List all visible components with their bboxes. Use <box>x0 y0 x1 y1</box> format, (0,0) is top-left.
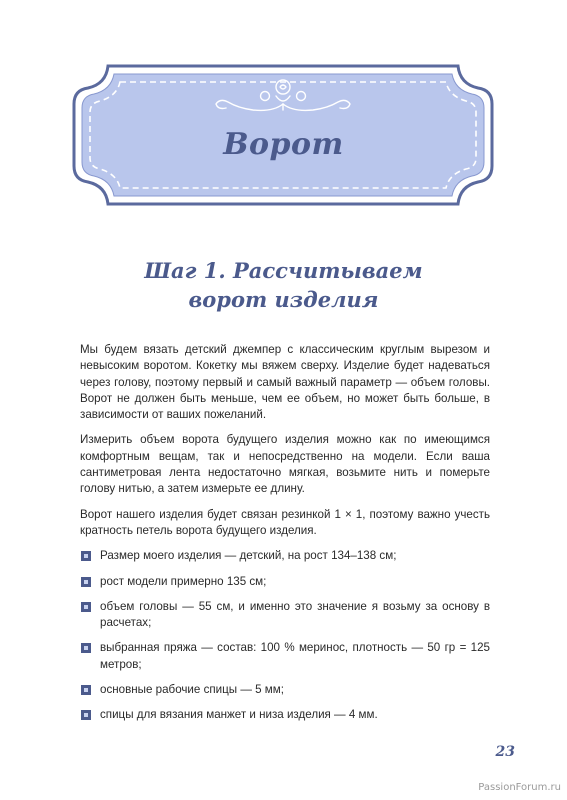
list-item: основные рабочие спицы — 5 мм; <box>80 682 490 698</box>
square-bullet-icon <box>81 577 91 587</box>
step-title-line1: Шаг 1. Рассчитываем <box>144 258 423 283</box>
step-title <box>0 256 567 314</box>
list-item: Размер моего изделия — детский, на рост 134–138 см; <box>80 548 490 564</box>
square-bullet-icon <box>81 551 91 561</box>
list-item: объем головы — 55 см, и именно это значение я возьму за основу в расчетах; <box>80 599 490 632</box>
body-text <box>80 342 490 733</box>
paragraph: Мы будем вязать детский джемпер с классическим круглым вырезом и невысоким воротом. Кокетку мы вяжем сверху. Изделие будет надеваться через голову, поэтому первый и самый важный параметр — объем головы. Ворот не должен быть меньше, чем ее объем, но может быть больше, в зависимости от ваших пожеланий. <box>80 343 490 422</box>
step-title-line2: ворот изделия <box>188 287 379 312</box>
square-bullet-icon <box>81 710 91 720</box>
square-bullet-icon <box>81 602 91 612</box>
list-item: выбранная пряжа — состав: 100 % меринос, плотность — 50 гр = 125 метров; <box>80 640 490 673</box>
chapter-title: Ворот <box>223 127 344 162</box>
watermark: PassionForum.ru <box>478 782 561 793</box>
parameters-list <box>80 548 490 723</box>
square-bullet-icon <box>81 685 91 695</box>
paragraph: Ворот нашего изделия будет связан резинкой 1 × 1, поэтому важно учесть кратность петель ворота будущего изделия. <box>80 507 490 537</box>
page-number: 23 <box>495 744 515 760</box>
list-item: спицы для вязания манжет и низа изделия — 4 мм. <box>80 707 490 723</box>
paragraph: Измерить объем ворота будущего изделия можно как по имеющимся комфортным вещам, так и непосредственно на модели. Если ваша сантиметровая лента недостаточно мягкая, возьмите нить и померьте голову нитью, а затем измерьте ее длину. <box>80 433 490 496</box>
list-item: рост модели примерно 135 см; <box>80 574 490 590</box>
square-bullet-icon <box>81 643 91 653</box>
